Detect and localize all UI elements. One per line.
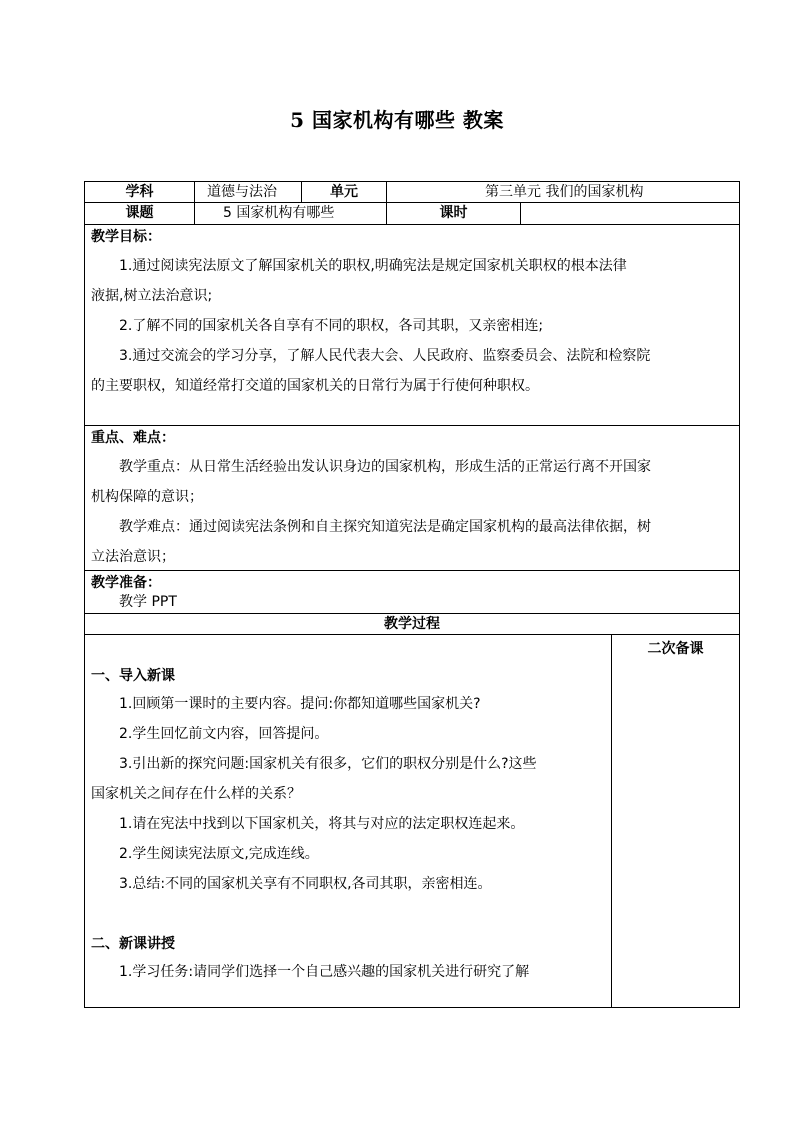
lesson-plan-table bbox=[84, 181, 740, 1008]
unit-value: 第三单元 我们的国家机构 bbox=[386, 181, 739, 202]
process-header-row bbox=[84, 613, 739, 634]
info-row-2 bbox=[84, 202, 739, 224]
process-line: 1.回顾第一课时的主要内容。提问:你都知道哪些国家机关? bbox=[119, 696, 481, 712]
info-row-1 bbox=[84, 181, 739, 202]
process-line: 国家机关之间存在什么样的关系？ bbox=[91, 786, 301, 802]
topic-label: 课题 bbox=[84, 202, 194, 224]
subject-label: 学科 bbox=[84, 181, 194, 202]
key-point-line: 教学难点：通过阅读宪法条例和自主探究知道宪法是确定国家机构的最高法律依据，树 bbox=[119, 519, 651, 535]
objectives-section bbox=[84, 224, 739, 425]
process-line: 3.总结:不同的国家机关享有不同职权,各司其职，亲密相连。 bbox=[119, 876, 492, 892]
objectives-cell bbox=[84, 224, 739, 425]
secondary-prep-column bbox=[611, 634, 739, 1007]
objective-line: 液据,树立法治意识; bbox=[91, 288, 213, 304]
unit-label: 单元 bbox=[301, 181, 386, 202]
process-body-row bbox=[84, 634, 739, 1007]
process-line: 1.学习任务:请同学们选择一个自己感兴趣的国家机关进行研究了解 bbox=[119, 964, 530, 980]
process-line: 1.请在宪法中找到以下国家机关，将其与对应的法定职权连起来。 bbox=[119, 816, 525, 832]
process-line: 2.学生回忆前文内容，回答提问。 bbox=[119, 726, 329, 742]
process-line: 2.学生阅读宪法原文,完成连线。 bbox=[119, 846, 319, 862]
objective-line: 2.了解不同的国家机关各自享有不同的职权，各司其职，又亲密相连; bbox=[119, 318, 544, 334]
key-point-line: 立法治意识； bbox=[91, 549, 175, 565]
preparation-value: 教学 PPT bbox=[119, 594, 177, 610]
objective-line: 的主要职权，知道经常打交道的国家机关的日常行为属于行使何种职权。 bbox=[91, 378, 539, 394]
section2-title: 二、新课讲授 bbox=[91, 936, 175, 952]
key-points-cell bbox=[84, 425, 739, 570]
period-label: 课时 bbox=[386, 202, 520, 224]
key-point-line: 机构保障的意识； bbox=[91, 489, 203, 505]
preparation-cell bbox=[84, 570, 739, 613]
preparation-section bbox=[84, 570, 739, 613]
objective-line: 3.通过交流会的学习分享，了解人民代表大会、人民政府、监察委员会、法院和检察院 bbox=[119, 348, 651, 364]
process-title: 教学过程 bbox=[84, 613, 739, 634]
process-line: 3.引出新的探究问题:国家机关有很多，它们的职权分别是什么?这些 bbox=[119, 756, 537, 772]
process-content bbox=[84, 634, 611, 1007]
period-value bbox=[520, 202, 739, 224]
secondary-prep-title: 二次备课 bbox=[647, 641, 704, 657]
key-point-line: 教学重点：从日常生活经验出发认识身边的国家机构，形成生活的正常运行离不开国家 bbox=[119, 459, 651, 475]
document-title: 5 国家机构有哪些 教案 bbox=[290, 108, 504, 132]
objective-line: 1.通过阅读宪法原文了解国家机关的职权,明确宪法是规定国家机关职权的根本法律 bbox=[119, 258, 627, 274]
topic-value: 5 国家机构有哪些 bbox=[194, 202, 386, 224]
key-points-title: 重点、难点： bbox=[91, 430, 175, 446]
key-points-section bbox=[84, 425, 739, 570]
subject-value: 道德与法治 bbox=[194, 181, 301, 202]
preparation-title: 教学准备： bbox=[91, 575, 161, 591]
section1-title: 一、导入新课 bbox=[91, 668, 175, 684]
objectives-title: 教学目标： bbox=[91, 229, 161, 245]
